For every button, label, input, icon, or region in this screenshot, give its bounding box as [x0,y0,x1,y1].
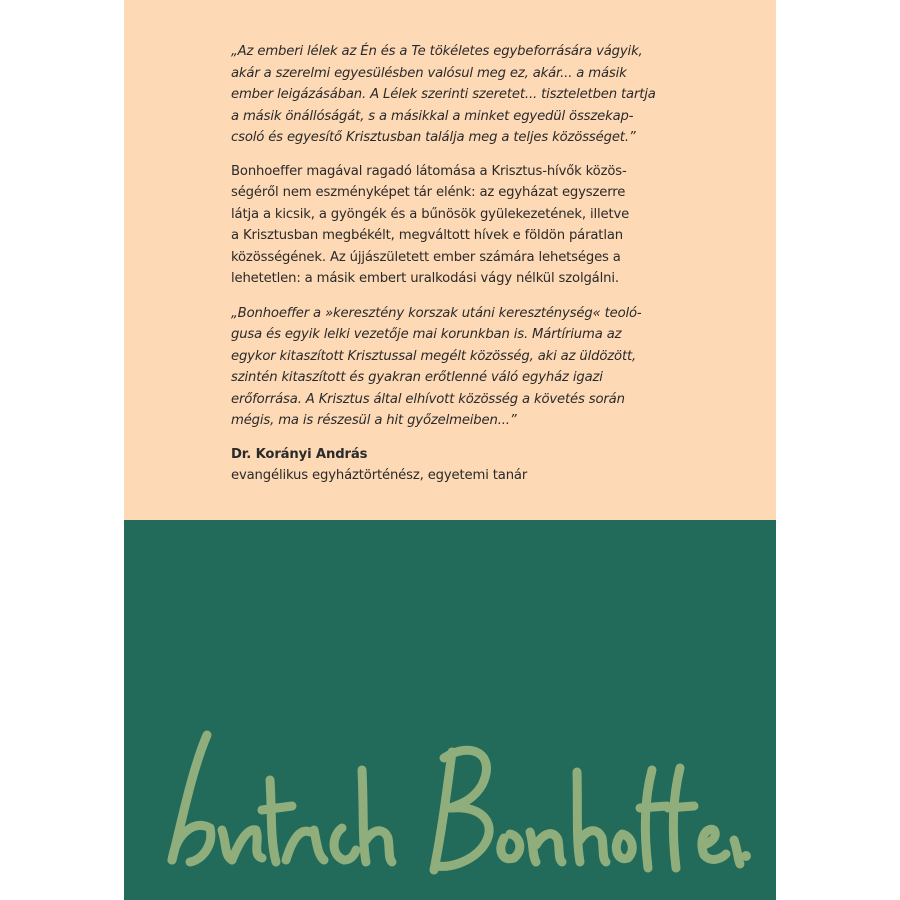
second-quote: „Bonhoeffer a »keresztény korszak utáni kereszténység« teoló- gusa és egyik lelki vezetője mai korunkban is. Mártíriuma az egykor kitaszított Krisztussal megélt közösség, aki az üldözött, szintén kitaszított és gyakran erőtlenné váló egyház igazi erőforrása. A Krisztus által elhívott közösség a követés során mégis, ma is részesül a hit győzelmeiben...” [231,305,642,428]
text-panel [124,0,776,520]
description-paragraph: Bonhoeffer magával ragadó látomása a Krisztus-hívők közös- ségéről nem eszményképet tár elénk: az egyházat egyszerre látja a kicsik, a gyöngék és a bűnösök gyülekezetének, illetve a Krisztusban megbékélt, megváltott hívek e földön páratlan közösségének. Az újjászületett ember számára lehetséges a lehetetlen: a másik embert uralkodási vágy nélkül szolgálni. [231,163,630,286]
book-back-cover [124,0,776,900]
first-quote: „Az emberi lélek az Én és a Te tökéletes egybeforrására vágyik, akár a szerelmi egyesülésben valósul meg ez, akár... a másik ember leigázásában. A Lélek szerinti szeretet... tiszteletben tartja a másik önállóságát, s a másikkal a minket egyedül összekap- csoló és egyesítő Krisztusban találja meg a teljes közösséget.” [231,44,656,145]
handwritten-signature [152,710,752,890]
author-title: evangélikus egyháztörténész, egyetemi tanár [231,468,528,483]
signature-panel [124,520,776,900]
author-name: Dr. Korányi András [231,446,368,462]
text-block [231,41,697,487]
